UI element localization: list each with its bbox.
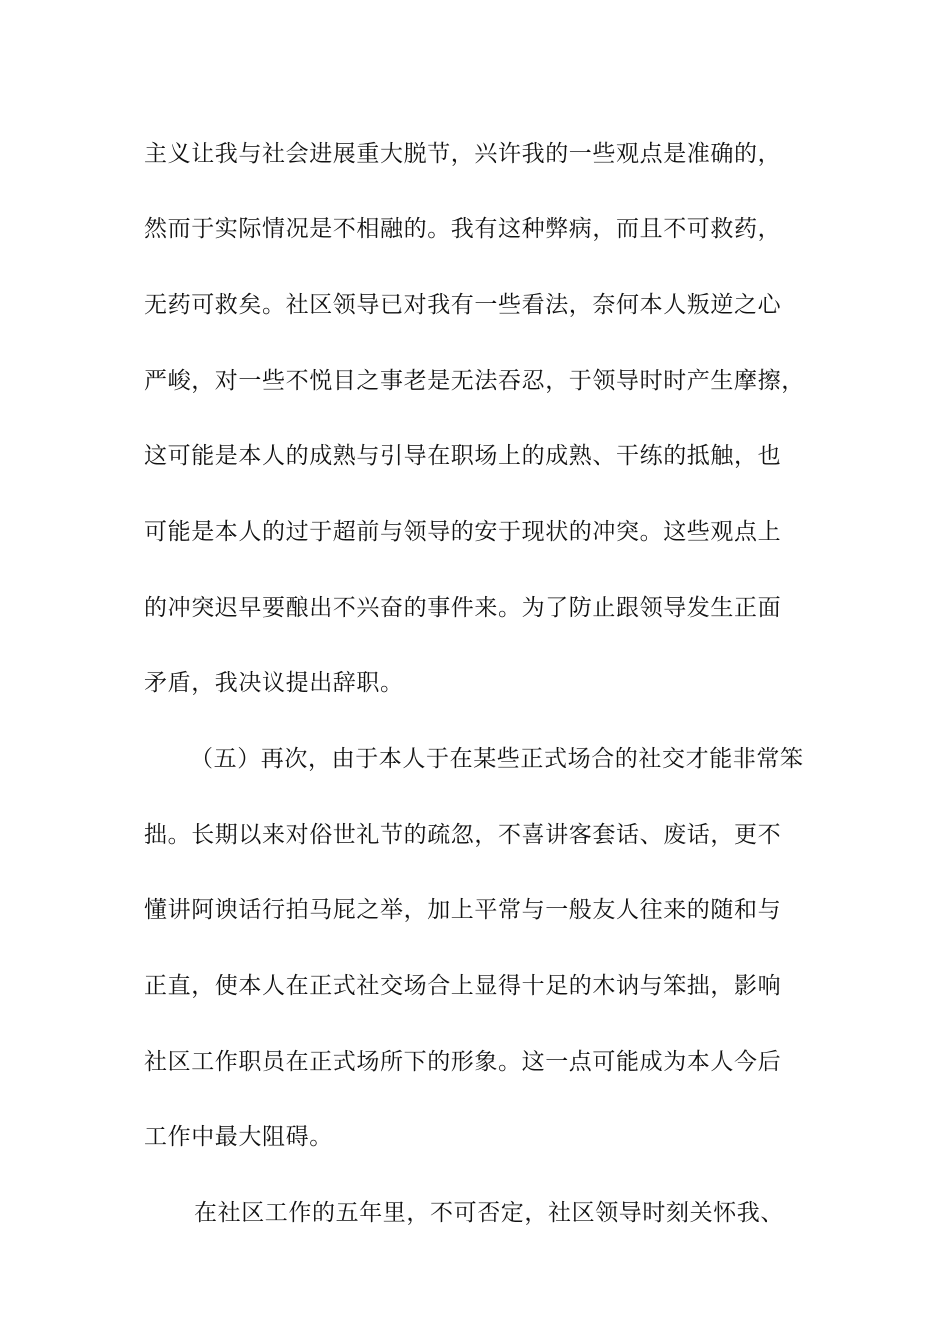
text-line: 社区工作职员在正式场所下的形象。这一点可能成为本人今后	[144, 1049, 782, 1075]
text-line: 的冲突迟早要酿出不兴奋的事件来。为了防止跟领导发生正面	[144, 595, 782, 621]
text-line: 正直，使本人在正式社交场合上显得十足的木讷与笨拙，影响	[144, 973, 782, 999]
text-line: 矛盾，我决议提出辞职。	[144, 670, 404, 696]
text-line: 可能是本人的过于超前与领导的安于现状的冲突。这些观点上	[144, 519, 782, 545]
text-line: 无药可救矣。社区领导已对我有一些看法，奈何本人叛逆之心	[144, 292, 782, 318]
paragraph-start-line: （五）再次，由于本人于在某些正式场合的社交才能非常笨	[190, 746, 804, 772]
text-line: 拙。长期以来对俗世礼节的疏忽，不喜讲客套话、废话，更不	[144, 822, 782, 848]
text-line: 严峻，对一些不悦目之事老是无法吞忍，于领导时时产生摩擦，	[144, 368, 805, 394]
text-line: 懂讲阿谀话行拍马屁之举，加上平常与一般友人往来的随和与	[144, 897, 782, 923]
paragraph-start-line: 在社区工作的五年里，不可否定，社区领导时刻关怀我、	[194, 1200, 784, 1226]
text-line: 这可能是本人的成熟与引导在职场上的成熟、干练的抵触，也	[144, 443, 782, 469]
text-line: 工作中最大阻碍。	[144, 1124, 333, 1150]
text-line: 主义让我与社会进展重大脱节，兴许我的一些观点是准确的，	[144, 141, 782, 167]
text-line: 然而于实际情况是不相融的。我有这种弊病，而且不可救药，	[144, 216, 782, 242]
